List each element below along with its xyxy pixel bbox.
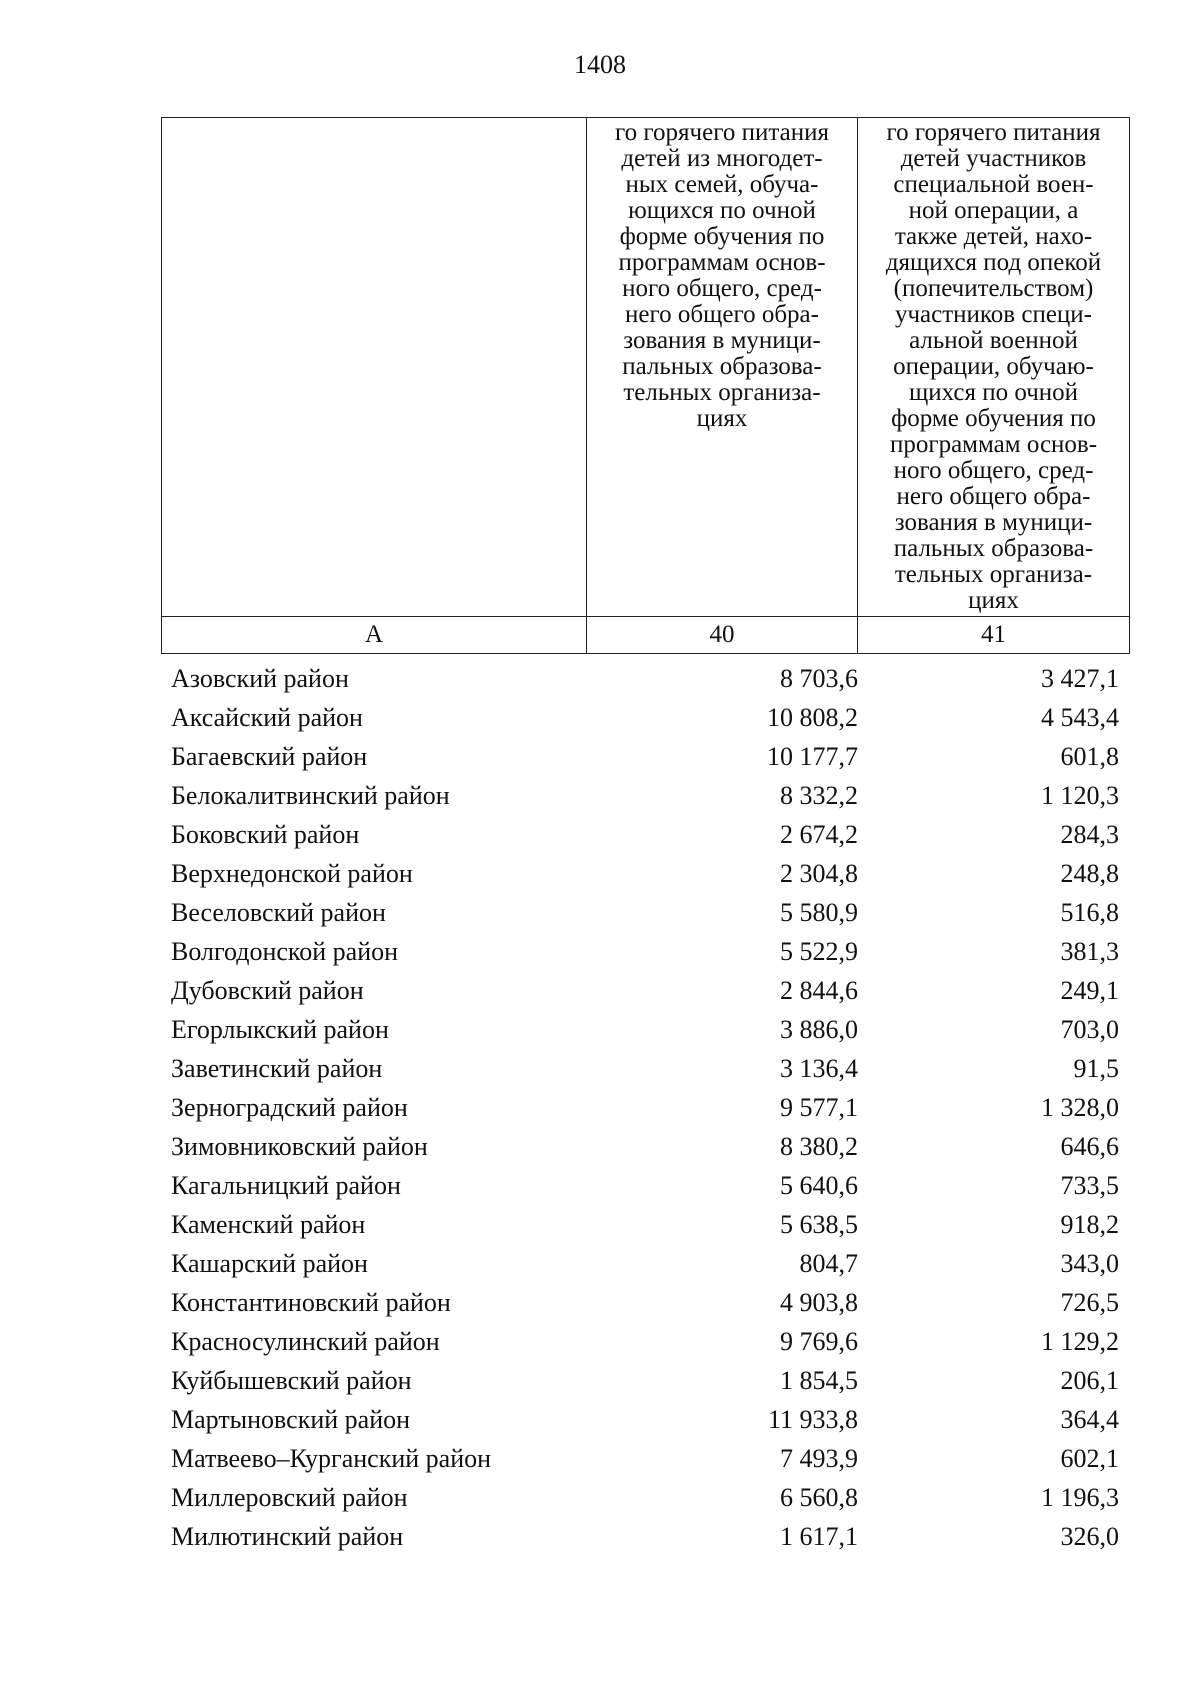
value-col-41: 733,5: [1060, 1170, 1119, 1200]
district-name: Миллеровский район: [171, 1482, 408, 1512]
district-name: Багаевский район: [171, 741, 368, 771]
value-col-41: 326,0: [1060, 1521, 1119, 1551]
table-row: [161, 1439, 1129, 1478]
value-col-40: 10 808,2: [767, 702, 858, 732]
district-name: Мартыновский район: [171, 1404, 411, 1434]
header-col-40-line: него общего обра-: [625, 301, 819, 328]
value-col-40: 8 332,2: [780, 780, 858, 810]
value-col-40: 4 903,8: [780, 1287, 858, 1317]
value-col-40: 1 854,5: [780, 1365, 858, 1395]
header-col-40: [587, 118, 858, 617]
value-col-41: 206,1: [1060, 1365, 1119, 1395]
district-name: Боковский район: [171, 819, 360, 849]
header-col-41-line: участников специ-: [894, 301, 1093, 328]
district-name: Волгодонской район: [171, 936, 399, 966]
header-col-41-line: ной операции, а: [908, 197, 1079, 224]
header-col-40-line: программам основ-: [618, 249, 826, 276]
value-col-41: 602,1: [1060, 1443, 1119, 1473]
header-col-41-line: альной военной: [909, 327, 1078, 354]
header-col-40-line: ного общего, сред-: [622, 275, 822, 302]
table-row: [161, 698, 1129, 737]
district-name: Белокалитвинский район: [171, 780, 450, 810]
value-col-40: 9 577,1: [780, 1092, 858, 1122]
value-col-41: 248,8: [1060, 858, 1119, 888]
value-col-41: 918,2: [1060, 1209, 1119, 1239]
header-col-41-line: ного общего, сред-: [893, 457, 1094, 484]
column-number-41: 41: [858, 617, 1130, 654]
value-col-40: 7 493,9: [780, 1443, 858, 1473]
table-row: [161, 854, 1129, 893]
table-row: [161, 1127, 1129, 1166]
header-col-41-line: щихся по очной: [908, 379, 1079, 406]
header-col-41-line: циях: [968, 587, 1019, 614]
value-col-40: 8 380,2: [780, 1131, 858, 1161]
value-col-41: 1 328,0: [1041, 1092, 1119, 1122]
value-col-41: 364,4: [1060, 1404, 1119, 1434]
column-number-a: А: [162, 617, 587, 654]
value-col-40: 2 844,6: [780, 975, 858, 1005]
value-col-41: 284,3: [1060, 819, 1119, 849]
table-header: [161, 117, 1130, 654]
table-row: [161, 659, 1129, 698]
district-name: Зерноградский район: [171, 1092, 408, 1122]
district-name: Верхнедонской район: [171, 858, 413, 888]
table-row: [161, 893, 1129, 932]
header-col-40-line: ных семей, обуча-: [625, 171, 819, 198]
district-name: Куйбышевский район: [171, 1365, 412, 1395]
table-row: [161, 1361, 1129, 1400]
district-name: Кагальницкий район: [171, 1170, 401, 1200]
value-col-40: 9 769,6: [780, 1326, 858, 1356]
table-row: [161, 1049, 1129, 1088]
page-number: 1408: [574, 50, 626, 79]
header-col-40-line: тельных организа-: [623, 379, 821, 406]
header-col-40-line: пальных образова-: [622, 353, 822, 380]
table-row: [161, 932, 1129, 971]
header-col-41-line: детей участников: [900, 145, 1087, 172]
column-number-40: 40: [587, 617, 858, 654]
value-col-40: 5 638,5: [780, 1209, 858, 1239]
value-col-40: 5 522,9: [780, 936, 858, 966]
header-col-41-line: тельных организа-: [894, 561, 1093, 588]
header-col-41-line: зования в муници-: [894, 509, 1093, 536]
header-col-41-line: специальной воен-: [893, 171, 1094, 198]
value-col-41: 703,0: [1060, 1014, 1119, 1044]
header-col-41-line: также детей, нахо-: [894, 223, 1093, 250]
value-col-40: 5 640,6: [780, 1170, 858, 1200]
header-col-41-line: дящихся под опекой: [885, 249, 1102, 276]
header-col-40-line: го горячего питания: [615, 119, 829, 146]
district-name: Константиновский район: [171, 1287, 451, 1317]
header-col-41-line: го горячего питания: [886, 119, 1101, 146]
value-col-40: 2 304,8: [780, 858, 858, 888]
value-col-40: 5 580,9: [780, 897, 858, 927]
table-row: [161, 1400, 1129, 1439]
header-col-40-line: детей из многодет-: [621, 145, 823, 172]
header-col-41-line: операции, обучаю-: [893, 353, 1094, 380]
table-row: [161, 971, 1129, 1010]
table-row: [161, 1244, 1129, 1283]
table-row: [161, 1283, 1129, 1322]
header-col-41-line: пальных образова-: [893, 535, 1094, 562]
value-col-41: 4 543,4: [1041, 702, 1119, 732]
district-name: Кашарский район: [171, 1248, 368, 1278]
value-col-40: 10 177,7: [767, 741, 858, 771]
table-row: [161, 1088, 1129, 1127]
header-col-41-line: (попечительством): [893, 275, 1094, 302]
value-col-41: 601,8: [1060, 741, 1119, 771]
header-row: [162, 118, 1130, 617]
header-col-a: [162, 118, 587, 617]
district-name: Егорлыкский район: [171, 1014, 389, 1044]
table-row: [161, 1517, 1129, 1556]
value-col-41: 1 196,3: [1041, 1482, 1119, 1512]
value-col-41: 646,6: [1060, 1131, 1119, 1161]
table-row: [161, 815, 1129, 854]
value-col-40: 3 886,0: [780, 1014, 858, 1044]
header-col-41: [858, 118, 1130, 617]
district-name: Аксайский район: [171, 702, 363, 732]
table-row: [161, 1166, 1129, 1205]
table-row: [161, 737, 1129, 776]
value-col-41: 249,1: [1060, 975, 1119, 1005]
value-col-40: 1 617,1: [780, 1521, 858, 1551]
value-col-41: 726,5: [1060, 1287, 1119, 1317]
district-name: Каменский район: [171, 1209, 366, 1239]
value-col-41: 3 427,1: [1041, 663, 1119, 693]
value-col-41: 381,3: [1060, 936, 1119, 966]
table-row: [161, 776, 1129, 815]
value-col-40: 8 703,6: [780, 663, 858, 693]
value-col-41: 91,5: [1073, 1053, 1119, 1083]
column-number-row: [162, 617, 1130, 654]
header-col-40-line: ющихся по очной: [628, 197, 816, 224]
table-row: [161, 1478, 1129, 1517]
table-row: [161, 1010, 1129, 1049]
header-col-41-line: форме обучения по: [891, 405, 1096, 432]
district-name: Азовский район: [171, 663, 349, 693]
table-body: [161, 659, 1129, 1556]
value-col-40: 2 674,2: [780, 819, 858, 849]
district-name: Матвеево–Курганский район: [171, 1443, 492, 1473]
header-col-40-line: циях: [696, 405, 748, 432]
header-col-40-line: зования в муници-: [623, 327, 821, 354]
value-col-41: 1 129,2: [1041, 1326, 1119, 1356]
value-col-41: 516,8: [1060, 897, 1119, 927]
district-name: Красносулинский район: [171, 1326, 440, 1356]
value-col-41: 1 120,3: [1041, 780, 1119, 810]
value-col-41: 343,0: [1060, 1248, 1119, 1278]
district-name: Милютинский район: [171, 1521, 404, 1551]
value-col-40: 804,7: [799, 1248, 858, 1278]
value-col-40: 3 136,4: [780, 1053, 858, 1083]
district-name: Веселовский район: [171, 897, 386, 927]
value-col-40: 11 933,8: [767, 1404, 858, 1434]
table-row: [161, 1322, 1129, 1361]
header-col-41-line: него общего обра-: [896, 483, 1091, 510]
header-col-40-line: форме обучения по: [619, 223, 825, 250]
district-name: Зимовниковский район: [171, 1131, 428, 1161]
value-col-40: 6 560,8: [780, 1482, 858, 1512]
header-col-41-line: программам основ-: [889, 431, 1098, 458]
district-name: Заветинский район: [171, 1053, 383, 1083]
district-name: Дубовский район: [171, 975, 364, 1005]
table-row: [161, 1205, 1129, 1244]
